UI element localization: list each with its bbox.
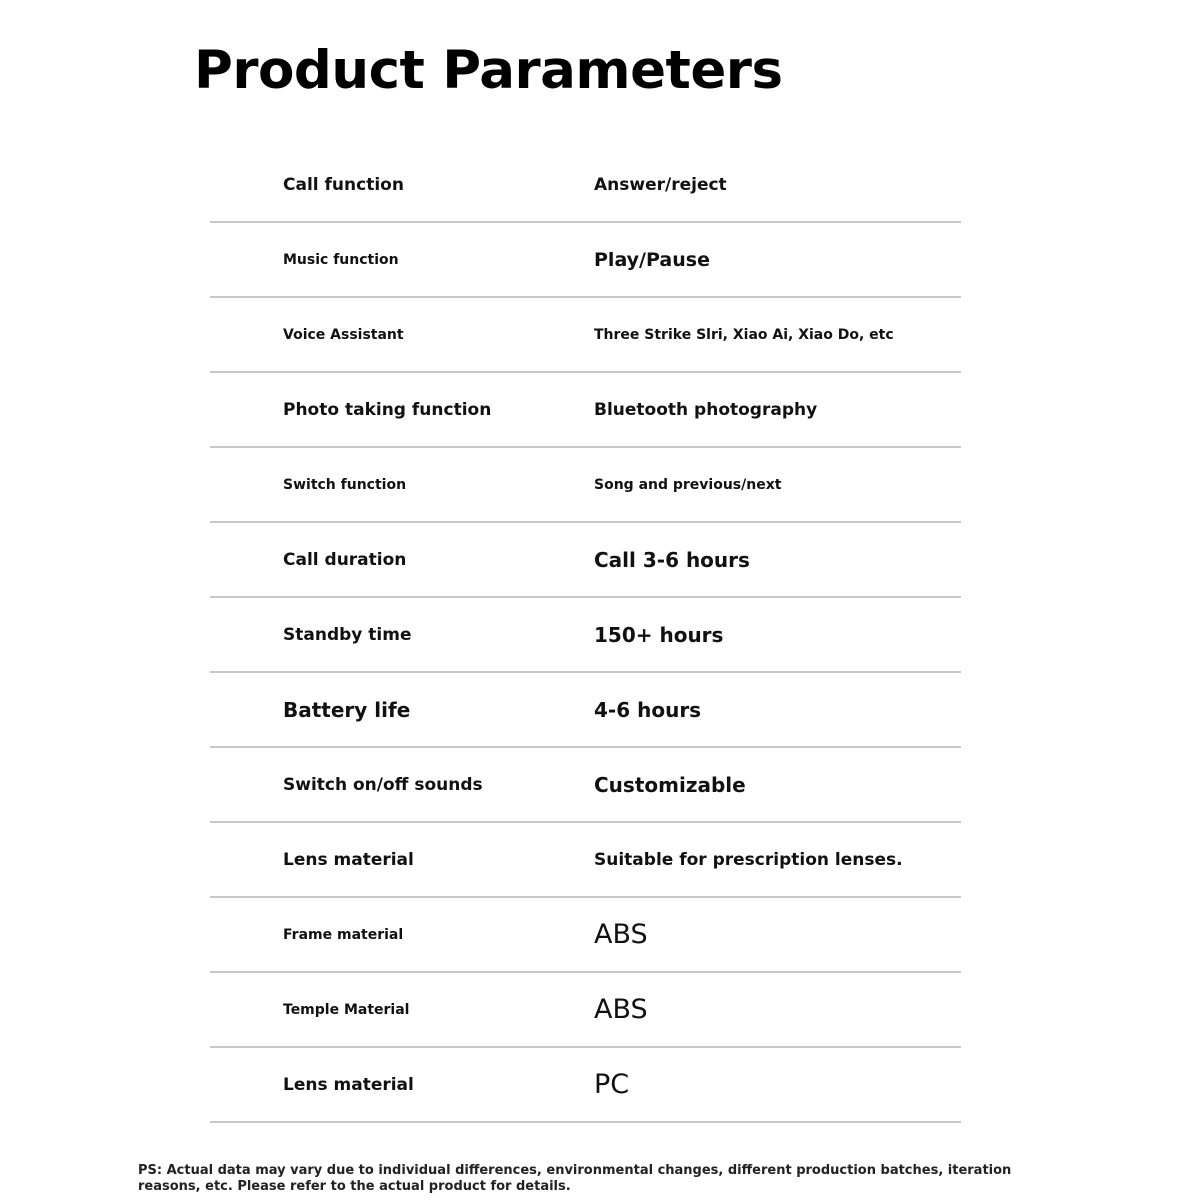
- row-label: Battery life: [283, 697, 411, 722]
- row-value: Answer/reject: [594, 174, 727, 195]
- row-value: ABS: [594, 994, 648, 1025]
- table-row: [210, 973, 961, 1048]
- table-row: [210, 673, 961, 748]
- table-row: [210, 223, 961, 298]
- row-value: Bluetooth photography: [594, 399, 818, 420]
- row-value: 4-6 hours: [594, 697, 702, 722]
- row-value: PC: [594, 1069, 630, 1100]
- row-label: Switch on/off sounds: [283, 774, 483, 795]
- row-label: Call duration: [283, 549, 407, 570]
- row-label: Switch function: [283, 476, 407, 493]
- table-row: [210, 298, 961, 373]
- row-label: Lens material: [283, 849, 414, 870]
- row-label: Frame material: [283, 926, 404, 943]
- table-row: [210, 898, 961, 973]
- table-row: [210, 1048, 961, 1123]
- row-value: Play/Pause: [594, 248, 710, 271]
- row-label: Temple Material: [283, 1001, 410, 1018]
- parameters-table: [210, 148, 961, 1123]
- table-row: [210, 448, 961, 523]
- table-row: [210, 598, 961, 673]
- row-value: ABS: [594, 919, 648, 950]
- page-title: Product Parameters: [194, 40, 783, 101]
- table-row: [210, 823, 961, 898]
- row-label: Music function: [283, 251, 399, 268]
- table-row: [210, 523, 961, 598]
- row-label: Call function: [283, 174, 404, 195]
- row-label: Voice Assistant: [283, 326, 404, 343]
- row-label: Standby time: [283, 624, 412, 645]
- table-row: [210, 148, 961, 223]
- row-value: Call 3-6 hours: [594, 547, 750, 572]
- footnote: PS: Actual data may vary due to individual differences, environmental changes, different production batches, iteration reasons, etc. Please refer to the actual product for details.: [138, 1163, 1012, 1194]
- row-label: Lens material: [283, 1074, 414, 1095]
- row-value: Suitable for prescription lenses.: [594, 849, 903, 870]
- table-row: [210, 373, 961, 448]
- row-value: Three Strike Slri, Xiao Ai, Xiao Do, etc: [594, 326, 894, 343]
- table-row: [210, 748, 961, 823]
- row-label: Photo taking function: [283, 399, 492, 420]
- row-value: 150+ hours: [594, 622, 724, 647]
- row-value: Customizable: [594, 772, 746, 797]
- row-value: Song and previous/next: [594, 476, 782, 493]
